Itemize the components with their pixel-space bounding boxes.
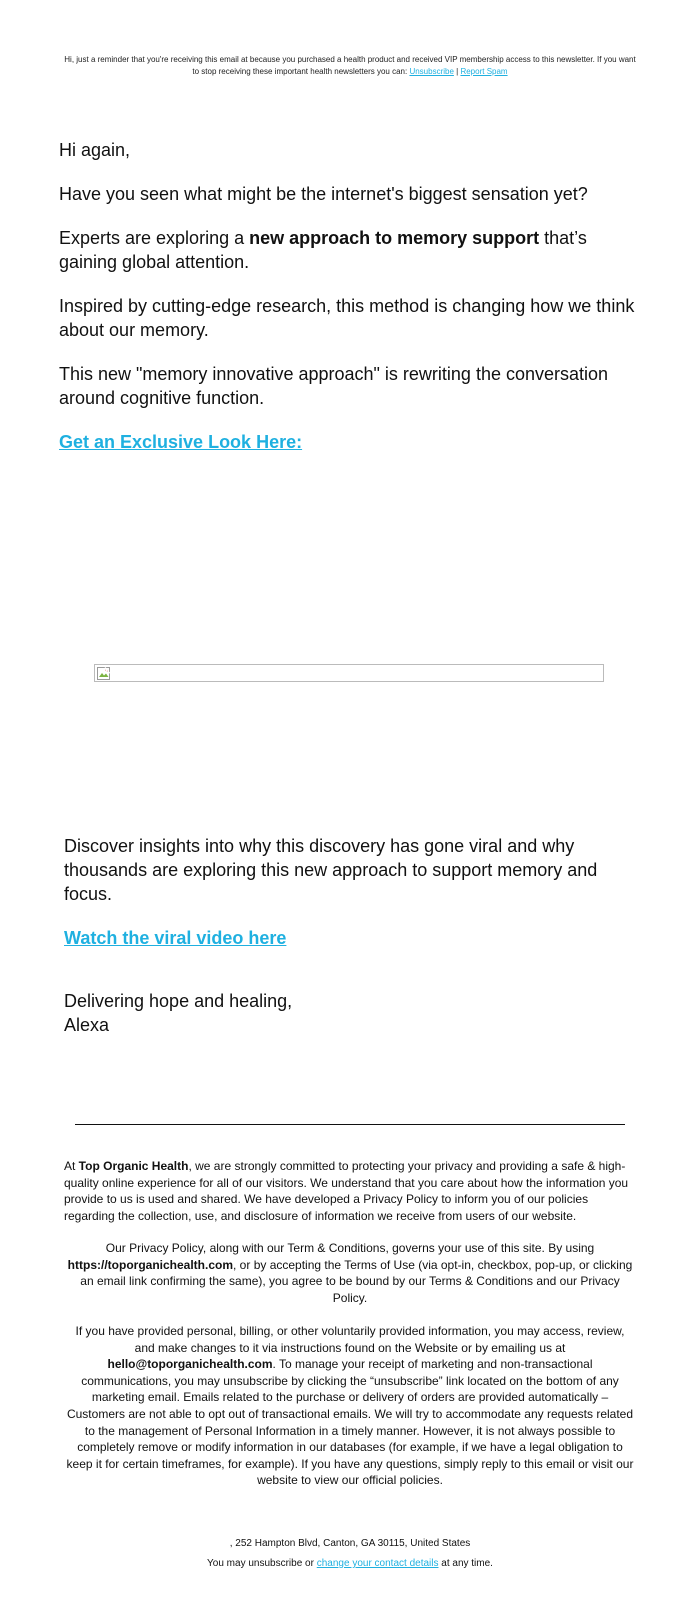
privacy-paragraph-2: Our Privacy Policy, along with our Term & Conditions, governs your use of this site. By using https://toporganichealth.com, or by accepting the Terms of Use (via opt-in, checkbox, pop-up, or clicking an email link confirming the same), you agree to be bound by our Terms & Conditions and our Privacy Policy. (67, 1241, 633, 1305)
preheader-text: Hi, just a reminder that you're receiving this email at because you purchased a health product and received VIP membership access to this newsletter. If you want to stop receiving these important health newsletters you can: (64, 55, 636, 76)
signature: Alexa (64, 1015, 110, 1035)
signoff: Delivering hope and healing, Alexa (64, 989, 649, 1037)
unsubscribe-line: You may unsubscribe or change your contact details at any time. (207, 1558, 493, 1569)
paragraph-2: Experts are exploring a new approach to memory support that’s gaining global attention. (59, 228, 587, 272)
link-separator: | (456, 67, 459, 76)
preheader (60, 54, 640, 78)
paragraph-1: Have you seen what might be the internet's biggest sensation yet? (59, 184, 588, 204)
change-contact-details-link[interactable]: change your contact details (316, 1558, 439, 1569)
postal-address: , 252 Hampton Blvd, Canton, GA 30115, United States (229, 1538, 471, 1549)
brand-name: Top Organic Health (78, 1159, 189, 1173)
unsubscribe-link[interactable]: Unsubscribe (409, 67, 454, 76)
paragraph-4: This new "memory innovative approach" is rewriting the conversation around cognitive function. (59, 364, 609, 408)
exclusive-look-link[interactable]: Get an Exclusive Look Here: (59, 432, 303, 452)
broken-image-icon (96, 666, 112, 682)
paragraph-5: Discover insights into why this discovery has gone viral and why thousands are exploring this new approach to support memory and focus. (64, 836, 598, 904)
site-url: https://toporganichealth.com (67, 1257, 234, 1272)
privacy-paragraph-1: At Top Organic Health, we are strongly committed to protecting your privacy and providing a safe & high-quality online experience for all of our visitors. We understand that you care about how the information you provide to us is used and shared. We have developed a Privacy Policy to inform you of our policies regarding the collection, use, and disclosure of information we receive from users of our website. (64, 1159, 629, 1223)
privacy-paragraph-3: If you have provided personal, billing, or other voluntarily provided information, you may access, review, and make changes to it via instructions found on the Website or by emailing us at hello@toporganichealth.com. To manage your receipt of marketing and non-transactional communications, you may unsubscribe by clicking the “unsubscribe” link located on the bottom of any marketing email. Emails related to the purchase or delivery of orders are provided automatically – Customers are not able to opt out of transactional emails. We will try to accommodate any requests related to the management of Personal Information in a timely manner. However, it is not always possible to completely remove or modify information in our databases (for example, if we have a legal obligation to keep it for certain timeframes, for example). If you have any questions, simply reply to this email or visit our website to view our official policies. (66, 1324, 634, 1488)
greeting: Hi again, (59, 140, 131, 160)
contact-email: hello@toporganichealth.com (107, 1357, 273, 1372)
report-spam-link[interactable]: Report Spam (460, 67, 508, 76)
paragraph-3: Inspired by cutting-edge research, this method is changing how we think about our memory. (59, 296, 635, 340)
highlight-text: new approach to memory support (249, 228, 540, 248)
viral-video-link[interactable]: Watch the viral video here (64, 928, 287, 948)
hero-image[interactable] (94, 664, 604, 682)
divider (75, 1124, 625, 1125)
